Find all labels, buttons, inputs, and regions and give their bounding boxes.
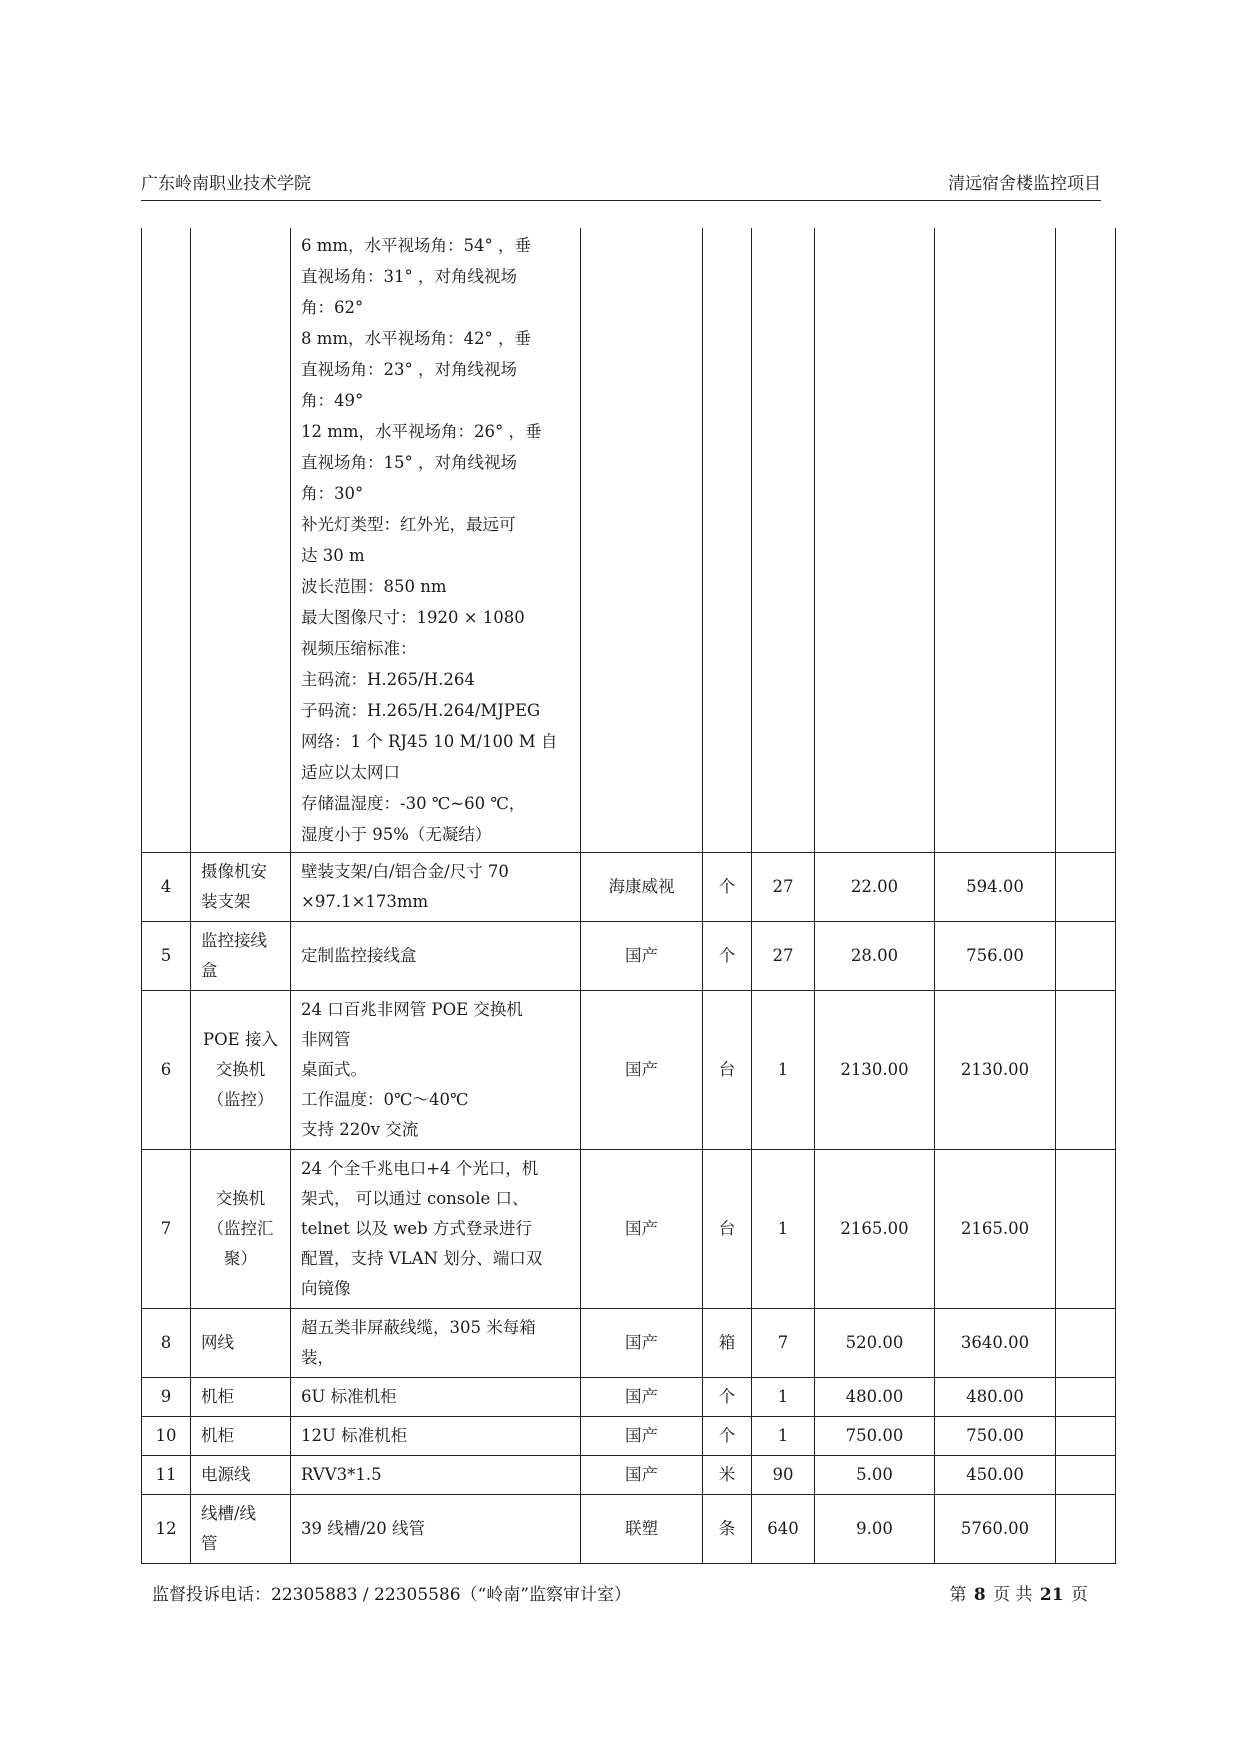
cell-price: 5.00: [815, 1456, 935, 1495]
cell-spec: [291, 1150, 581, 1309]
spec-line: 24 口百兆非网管 POE 交换机: [301, 1000, 523, 1019]
cell-qty: [752, 228, 815, 853]
cell-unit: 条: [703, 1495, 752, 1564]
name-line: 盒: [201, 961, 218, 980]
table-row: [142, 1378, 1116, 1417]
header-project-name: 清远宿舍楼监控项目: [948, 174, 1101, 194]
cell-qty: 90: [752, 1456, 815, 1495]
cell-brand: 国产: [581, 991, 703, 1150]
name-line: 网线: [201, 1333, 234, 1352]
table-row: [142, 1309, 1116, 1378]
cell-name: [191, 1150, 291, 1309]
cell-unit: 个: [703, 853, 752, 922]
table-row: [142, 1456, 1116, 1495]
header-school-name: 广东岭南职业技术学院: [141, 174, 311, 194]
cell-total: 594.00: [935, 853, 1056, 922]
cell-no: 5: [142, 922, 191, 991]
name-line: 监控接线: [201, 931, 267, 950]
spec-line: 12 mm，水平视场角：26° ，垂: [301, 422, 542, 441]
equipment-table-body: [142, 228, 1116, 1564]
cell-remark: [1056, 1378, 1116, 1417]
cell-spec: [291, 1417, 581, 1456]
cell-name: [191, 1417, 291, 1456]
cell-remark: [1056, 853, 1116, 922]
cell-qty: 1: [752, 991, 815, 1150]
cell-remark: [1056, 1417, 1116, 1456]
cell-total: 2130.00: [935, 991, 1056, 1150]
name-line: 电源线: [201, 1465, 251, 1484]
table-row: [142, 853, 1116, 922]
spec-line: 波长范围：850 nm: [301, 577, 447, 596]
cell-spec: [291, 922, 581, 991]
cell-price: 480.00: [815, 1378, 935, 1417]
spec-line: 适应以太网口: [301, 763, 400, 782]
cell-total: [935, 228, 1056, 853]
cell-remark: [1056, 228, 1116, 853]
cell-brand: 海康威视: [581, 853, 703, 922]
name-line: 摄像机安: [201, 862, 267, 881]
cell-brand: 国产: [581, 1150, 703, 1309]
spec-line: 配置，支持 VLAN 划分、端口双: [301, 1249, 543, 1268]
cell-unit: 箱: [703, 1309, 752, 1378]
spec-line: 最大图像尺寸：1920 × 1080: [301, 608, 525, 627]
spec-line: 架式， 可以通过 console 口、: [301, 1189, 529, 1208]
spec-line: 壁装支架/白/铝合金/尺寸 70: [301, 862, 509, 881]
cell-price: 28.00: [815, 922, 935, 991]
cell-total: 756.00: [935, 922, 1056, 991]
cell-price: 2165.00: [815, 1150, 935, 1309]
name-line: POE 接入: [203, 1030, 278, 1049]
spec-line: telnet 以及 web 方式登录进行: [301, 1219, 532, 1238]
spec-line: 湿度小于 95%（无凝结）: [301, 825, 492, 844]
table-row: [142, 991, 1116, 1150]
cell-total: 450.00: [935, 1456, 1056, 1495]
spec-line: 6U 标准机柜: [301, 1387, 397, 1406]
spec-line: 8 mm，水平视场角：42° ，垂: [301, 329, 532, 348]
spec-line: RVV3*1.5: [301, 1465, 382, 1484]
cell-spec: [291, 1309, 581, 1378]
spec-line: 视频压缩标准：: [301, 639, 417, 658]
spec-line: 39 线槽/20 线管: [301, 1519, 426, 1538]
name-line: （监控汇: [207, 1219, 274, 1238]
cell-spec: [291, 1378, 581, 1417]
name-line: 交换机: [215, 1060, 266, 1079]
name-line: 交换机: [215, 1189, 266, 1208]
cell-name: [191, 853, 291, 922]
cell-price: 520.00: [815, 1309, 935, 1378]
cell-price: 22.00: [815, 853, 935, 922]
spec-line: 定制监控接线盒: [301, 946, 417, 965]
cell-name: [191, 1495, 291, 1564]
cell-no: 12: [142, 1495, 191, 1564]
cell-unit: 个: [703, 1378, 752, 1417]
total-pages: 21: [1039, 1585, 1064, 1605]
name-line: 聚）: [224, 1249, 257, 1268]
cell-name: [191, 228, 291, 853]
name-line: 机柜: [201, 1387, 234, 1406]
cell-name: [191, 922, 291, 991]
spec-line: 存储温湿度：-30 ℃~60 ℃，: [301, 794, 526, 813]
spec-line: 直视场角：23° ，对角线视场: [301, 360, 517, 379]
cell-name: [191, 991, 291, 1150]
spec-line: 角：30°: [301, 484, 364, 503]
name-line: 管: [201, 1534, 218, 1553]
spec-line: 6 mm，水平视场角：54° ，垂: [301, 236, 532, 255]
cell-brand: 国产: [581, 922, 703, 991]
spec-line: 超五类非屏蔽线缆，305 米每箱: [301, 1318, 536, 1337]
spec-line: 装，: [301, 1348, 334, 1367]
cell-total: 750.00: [935, 1417, 1056, 1456]
cell-price: 750.00: [815, 1417, 935, 1456]
cell-no: 7: [142, 1150, 191, 1309]
cell-unit: 台: [703, 991, 752, 1150]
table-row: [142, 1495, 1116, 1564]
table-row-continuation: [142, 228, 1116, 853]
spec-line: 桌面式。: [301, 1060, 367, 1079]
cell-price: [815, 228, 935, 853]
cell-brand: 联塑: [581, 1495, 703, 1564]
cell-total: 5760.00: [935, 1495, 1056, 1564]
cell-spec: [291, 991, 581, 1150]
cell-qty: 1: [752, 1150, 815, 1309]
cell-remark: [1056, 1309, 1116, 1378]
spec-line: 达 30 m: [301, 546, 365, 565]
cell-qty: 1: [752, 1378, 815, 1417]
cell-no: 4: [142, 853, 191, 922]
spec-line: 支持 220v 交流: [301, 1120, 419, 1139]
table-row: [142, 1150, 1116, 1309]
name-line: 线槽/线: [201, 1504, 257, 1523]
page-number: 第 8 页 共 21 页: [949, 1585, 1088, 1605]
cell-remark: [1056, 1495, 1116, 1564]
name-line: 机柜: [201, 1426, 234, 1445]
cell-remark: [1056, 991, 1116, 1150]
cell-brand: [581, 228, 703, 853]
cell-no: 9: [142, 1378, 191, 1417]
cell-qty: 27: [752, 922, 815, 991]
spec-line: 直视场角：15° ，对角线视场: [301, 453, 517, 472]
table-row: [142, 922, 1116, 991]
table-row: [142, 1417, 1116, 1456]
cell-spec: [291, 853, 581, 922]
spec-line: 网络：1 个 RJ45 10 M/100 M 自: [301, 732, 558, 751]
equipment-table: [141, 228, 1116, 1564]
cell-unit: 米: [703, 1456, 752, 1495]
current-page: 8: [973, 1585, 986, 1605]
cell-qty: 1: [752, 1417, 815, 1456]
cell-name: [191, 1309, 291, 1378]
cell-spec: [291, 1456, 581, 1495]
cell-spec: [291, 228, 581, 853]
cell-total: 480.00: [935, 1378, 1056, 1417]
spec-line: 角：49°: [301, 391, 364, 410]
cell-name: [191, 1456, 291, 1495]
cell-unit: [703, 228, 752, 853]
cell-unit: 台: [703, 1150, 752, 1309]
page-header: [141, 172, 1101, 201]
cell-brand: 国产: [581, 1309, 703, 1378]
spec-line: 非网管: [301, 1030, 351, 1049]
spec-line: 角：62°: [301, 298, 364, 317]
cell-qty: 27: [752, 853, 815, 922]
spec-line: 向镜像: [301, 1279, 351, 1298]
cell-total: 2165.00: [935, 1150, 1056, 1309]
cell-unit: 个: [703, 1417, 752, 1456]
spec-line: 工作温度：0℃～40℃: [301, 1090, 469, 1109]
cell-brand: 国产: [581, 1417, 703, 1456]
cell-price: 9.00: [815, 1495, 935, 1564]
cell-qty: 7: [752, 1309, 815, 1378]
cell-no: 6: [142, 991, 191, 1150]
cell-no: 11: [142, 1456, 191, 1495]
cell-qty: 640: [752, 1495, 815, 1564]
spec-line: 24 个全千兆电口+4 个光口，机: [301, 1159, 539, 1178]
complaint-hotline: 监督投诉电话：22305883 / 22305586（“岭南”监察审计室）: [152, 1585, 631, 1605]
cell-brand: 国产: [581, 1456, 703, 1495]
spec-line: 12U 标准机柜: [301, 1426, 408, 1445]
spec-line: ×97.1×173mm: [301, 892, 429, 911]
cell-price: 2130.00: [815, 991, 935, 1150]
cell-remark: [1056, 922, 1116, 991]
cell-remark: [1056, 1456, 1116, 1495]
name-line: 装支架: [201, 892, 251, 911]
cell-brand: 国产: [581, 1378, 703, 1417]
cell-total: 3640.00: [935, 1309, 1056, 1378]
spec-line: 直视场角：31° ，对角线视场: [301, 267, 517, 286]
cell-remark: [1056, 1150, 1116, 1309]
name-line: （监控）: [207, 1090, 274, 1109]
spec-line: 补光灯类型：红外光，最远可: [301, 515, 516, 534]
cell-no: [142, 228, 191, 853]
cell-name: [191, 1378, 291, 1417]
cell-spec: [291, 1495, 581, 1564]
cell-no: 8: [142, 1309, 191, 1378]
cell-unit: 个: [703, 922, 752, 991]
spec-line: 主码流：H.265/H.264: [301, 670, 475, 689]
spec-line: 子码流：H.265/H.264/MJPEG: [301, 701, 541, 720]
cell-no: 10: [142, 1417, 191, 1456]
